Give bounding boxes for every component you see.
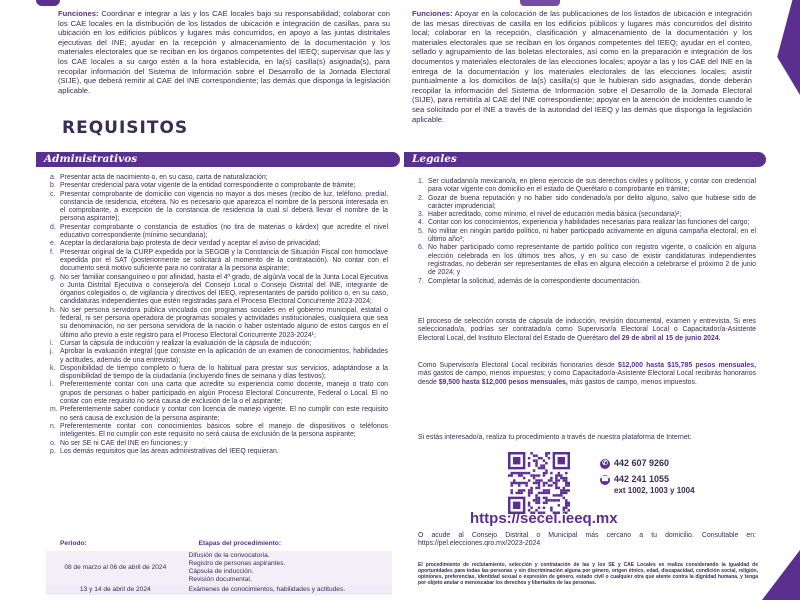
period-table [46,538,392,595]
requirement-item [50,224,388,241]
stage-item: Revisión documental. [188,576,252,583]
requirement-text: No ser familiar consanguíneo o por afinidad, hasta el 4º grado, de algún/a vocal de la Junta Local Ejecutiva o Junta Distrital Ejecutiva o consejero/a del Consejo Local o Consejo Distrital del INE, integrante de órganos colegiados o, de vigilancia y directivos del IEEQ, representantes de partido político o, en su caso, candidaturas independientes que estén registradas para el Proceso Electoral Concurrente 2023-2024; [60,273,388,306]
stage-item: Cápsula de inducción. [188,568,254,575]
requirement-text: Preferentemente contar con una carta que acredite su experiencia como docente, manejo o trato con grupos de personas o haber participado en algún Proceso Electoral Concurrente, Federal o Local. El no contar con este requisito no será causa de exclusión de la o el aspirante; [60,381,388,406]
stage-item: Exámenes de conocimientos, habilidades y actitudes. [188,586,346,593]
requirement-marker: a. [50,174,56,181]
fees-text-2: más gastos de campo, menos impuestos; y como Capacitador/a-Asistente Electoral Local recibirás honorarios desde [418,370,756,386]
header-art-left [36,0,60,6]
header-art-right [520,0,560,6]
side-decoration-top [762,0,800,95]
requirement-text: Disponibilidad de tiempo completo o fuera de lo habitual para prestar sus servicios, adaptándose a la disponibilidad de tiempo de la ciudadanía (incluyendo fines de semana y días festivos); [60,364,388,381]
functions-right-text: Apoyar en la colocación de las publicaciones de los listados de ubicación e integración de las mesas directivas de casilla en los edificios públicos y lugares más concurridos del distrito local; colaborar en la recepción, clasificación y almacenamiento de la documentación y los materiales electorales que se reciban en los órganos competentes del IEEQ; ayudar en el conteo, sellado y agrupamiento de las boletas electorales, así como en la preparación e integración de los documentos y materiales electorales de las elecciones locales; apoyar a las y los CAE del INE en la entrega de la documentación y los materiales electorales de las elecciones locales; asistir puntualmente a los domicilios de la(s) casilla(s) que le hubieran sido asignadas, donde deberán recopilar la información del Sistema de Información sobre el Desarrollo de la Jornada Electoral (SIJE), para remitirla al CAE del INE correspondiente; apoyar en la atención de incidentes cuando le sea solicitado por el INE a través de la autoridad del IEEQ y las demás que disponga la legislación aplicable. [412,9,752,124]
admin-requirements-list [50,174,388,456]
requirement-text: Completar la solicitud, además de la correspondiente documentación. [428,277,641,285]
requirement-text: No militar en ningún partido político, ni haber participado activamente en alguna campaña electoral, en el último año³; [428,227,756,244]
period-cell: 08 de marzo al 06 de abril de 2024 [46,551,185,585]
requirement-marker: 3. [418,211,424,219]
requirement-marker: c. [50,190,56,198]
requirement-text: No haber participado como representante de partido político con registro vigente, o coalición en alguna elección celebrada en los últimos tres años, y en su caso de existir candidaturas independientes registradas, no deberán ser representantes de ellas en alguna elección a celebrarse el próximo 2 de junio de 2024; y [428,244,756,277]
period-cell: 13 y 14 de abril de 2024 [46,585,185,595]
requirement-marker: h. [50,306,56,314]
requirement-item [50,307,388,340]
requirement-item [50,274,388,307]
requirement-marker: o. [50,439,56,447]
phone-icon: ☎ [600,475,610,483]
requirement-marker: p. [50,447,56,455]
requirement-item [418,244,756,277]
requirement-marker: 6. [418,244,424,252]
functions-label-right: Funciones: [412,9,453,18]
fees-se-amount: $12,000 hasta $15,785 pesos mensuales, [618,362,756,369]
requirement-text: Gozar de buena reputación y no haber sido condenado/a por delito alguno, salvo que hubiese sido de carácter imprudencial; [428,194,756,210]
requirement-text: Los demás requisitos que las áreas administrativas del IEEQ requieran. [60,447,279,455]
requirement-item [50,249,388,274]
requirement-text: Preferentemente contar con conocimientos básicos sobre el manejo de dispositivos o teléfonos inteligentes. El no cumplir con este requisito no será causa de exclusión de la persona aspirante; [60,422,388,439]
stages-header: Etapas del procedimiento: [198,540,282,547]
interest-text: Si estás interesado/a, realiza tu procedimiento a través de nuestra plataforma de Internet: [418,434,692,441]
whatsapp-icon: ✆ [600,459,610,469]
stage-item: Difusión de la convocatoria. [188,552,270,559]
table-row [46,551,392,585]
consult-text: O acude al Consejo Distrital o Municipal más cercano a tu domicilio. Consultable en: https://pel.elecciones.qro.mx/2023-2024 [418,532,756,548]
requirement-marker: 4. [418,219,424,227]
requirement-item [50,423,388,440]
requirement-marker: n. [50,422,56,430]
requirement-item [50,348,388,365]
requirement-text: Ser ciudadano/a mexicano/a, en pleno ejercicio de sus derechos civiles y políticos, y contar con credencial para votar vigente con domicilio en el estado de Querétaro o comprobante en trámite; [428,178,756,194]
requirement-text: Aceptar la declaratoria bajo protesta de decir verdad y aceptar el aviso de privacidad; [60,240,321,248]
admin-section-header: Administrativos [36,152,400,167]
stages-cell [185,551,392,585]
functions-left [58,9,390,95]
requirement-item [50,191,388,224]
requisitos-title: REQUISITOS [62,118,189,138]
fees-cae-amount: $9,500 hasta $12,000 pesos mensuales, [438,378,568,386]
requirement-item [50,448,388,456]
requirement-marker: l. [50,381,54,389]
requirement-item [50,440,388,448]
process-paragraph [418,318,756,343]
requirement-marker: 2. [418,194,424,202]
requirement-item [50,381,388,406]
requirement-text: No ser persona servidora pública vinculada con programas sociales en el gobierno municipal, estatal o federal, ni ser persona operadora de programas sociales y actividades institucionales, cualquiera que sea su denominación, no ser persona servidora de la nación o haber ostentado alguno de estos cargos en el último año previo a este registro para el Proceso Electoral Concurrente 2023-2024¹; [60,306,388,339]
requirement-marker: 1. [418,178,424,185]
requirement-item [50,406,388,423]
requirement-text: Cursar la cápsula de inducción y realizar la evaluación de la cápsula de inducción; [60,339,312,347]
fees-paragraph [418,362,756,387]
process-dates: del 29 de abril al 15 de junio 2024. [609,334,721,342]
phone-extensions: ext 1002, 1003 y 1004 [614,485,695,495]
requirement-text: No ser SE ni CAE del INE en funciones; y [60,439,188,447]
requirement-marker: i. [50,339,54,347]
legal-requirements-list [418,178,756,286]
legal-section-header: Legales [404,152,766,167]
requirement-item [418,178,756,195]
requirement-text: Contar con los conocimientos, experiencia y habilidades necesarias para realizar las funciones del cargo; [428,219,750,227]
requirement-item [50,174,388,182]
requirement-text: Presentar comprobante de domicilio con vigencia no mayor a dos meses (recibo de luz, teléfono, predial, constancia de residencia, etcétera. No es necesario que aparezca el nombre de la persona interesada en el comprobante, a excepción de la constancia de residencia la cual sí deberá llevar el nombre de la persona aspirante); [60,190,388,223]
functions-right [412,9,752,124]
requirement-text: Presentar original de la CURP expedida por la SEGOB y la Constancia de Situación Fiscal con homoclave expedida por el SAT (posteriormente se solicitará al momento de la contratación). No contar con el documento será motivo suficiente para no contratar a la persona aspirante; [60,248,388,273]
stage-item: Registro de personas aspirantes. [188,560,286,567]
period-header: Periodo: [60,540,87,547]
requirement-item [418,211,756,219]
requirement-item [418,228,756,245]
phone-contact[interactable] [600,474,695,495]
requirement-marker: b. [50,182,56,190]
process-text: El proceso de selección consta de cápsula de inducción, revisión documental, examen y entrevista. Si eres seleccionado/a, podrías ser contratado/a como Supervisor/a Electoral Local o Capacitador/a-Asistente Electoral Local, del Instituto Electoral del Estado de Querétaro [418,318,756,342]
requirement-item [50,365,388,382]
requirement-marker: 5. [418,227,424,235]
phone-number: 442 241 1055 [614,474,670,484]
fees-text-3: más gastos de campo, menos impuestos. [569,378,697,386]
requirement-text: Presentar acta de nacimiento o, en su caso, carta de naturalización; [60,174,268,181]
requirement-marker: m. [50,406,58,414]
footnote: El procedimiento de reclutamiento, selección y contratación de las y los SE y CAE Locales se realiza considerando la igualdad de oportunidades para todas las personas y sin discriminación alguna por género, origen étnico, edad, discapacidad, condición social, religión, opiniones, preferencias, identidad sexual o expresión de género, estado civil o cualquier otra que atente contra la dignidad humana, y tenga por objeto anular o menoscabar los derechos y libertades de las personas. [418,562,758,586]
stages-cell [185,585,392,595]
requirement-item [418,278,756,286]
requirement-text: Presentar credencial para votar vigente de la entidad correspondiente o comprobante de trámite; [60,182,356,190]
functions-left-text: Coordinar e integrar a las y los CAE locales bajo su responsabilidad; colaborar con los CAE locales en la distribución de los listados de ubicación e integración de casillas, para su ubicación en los edificios públicos y lugares más concurridos, en apoyo a las juntas distritales ejecutivas del INE; ayudar en la recepción y almacenamiento de la documentación y los materiales electorales que se reciban en los órganos competentes del IEEQ; supervisar que las y los CAE locales a su cargo estén a la hora establecida, en la(s) casilla(s) asignada(s), para recopilar información del Sistema de Información sobre el Desarrollo de la Jornada Electoral (SIJE), que deberá remitir al CAE del INE correspondiente; las demás que disponga la legislación aplicable. [58,9,390,95]
requirement-text: Haber acreditado, como mínimo, el nivel de educación media básica (secundaria)²; [428,211,682,219]
fees-text-1: Como Supervisor/a Electoral Local recibirás honorarios desde [418,362,615,369]
requirement-marker: e. [50,240,56,248]
requirement-marker: k. [50,364,56,372]
requirement-text: Aprobar la evaluación integral (que consiste en la aplicación de un examen de conocimientos, habilidades y actitudes, además de una entrevista); [60,348,388,364]
requirement-item [418,195,756,212]
requirement-item [50,340,388,348]
table-row [46,585,392,595]
requirement-marker: j. [50,348,54,356]
whatsapp-contact[interactable] [600,458,669,469]
side-decoration-bottom [762,550,800,600]
requirement-marker: 7. [418,277,424,285]
requirement-item [418,219,756,227]
requirement-item [50,182,388,190]
requirement-item [50,240,388,248]
requirement-marker: g. [50,273,56,281]
requirement-text: Preferentemente saber conducir y contar con licencia de manejo vigente. El no cumplir con este requisito no será causa de exclusión de la persona aspirante; [60,406,388,422]
requirement-text: Presentar comprobante o constancia de estudios (no tira de materias o kárdex) que acredite el nivel educativo correspondiente (mínimo secundaria); [60,223,388,240]
requirement-marker: f. [50,248,54,256]
whatsapp-number: 442 607 9260 [614,458,670,468]
platform-url-link[interactable]: https://secel.ieeq.mx [470,510,618,527]
qr-code[interactable] [508,452,570,514]
functions-label: Funciones: [58,9,99,18]
requirement-marker: d. [50,223,56,231]
